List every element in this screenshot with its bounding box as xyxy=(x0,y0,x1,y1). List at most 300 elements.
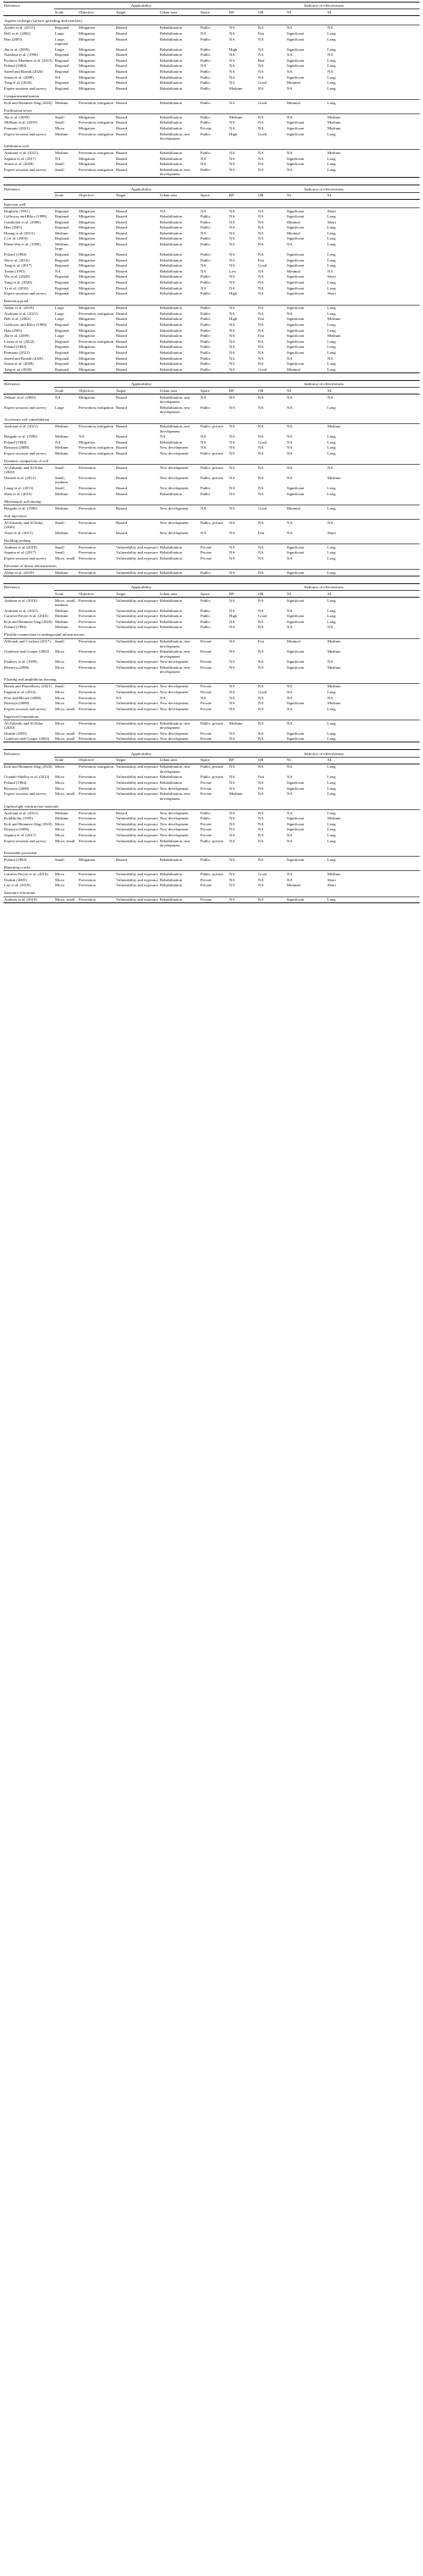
column-header: Target xyxy=(115,192,159,199)
reference-cell: Pacheco-Martínez et al. (2013) xyxy=(4,58,52,63)
column-header: RP xyxy=(228,9,257,16)
document xyxy=(3,0,420,903)
table-cell: NA xyxy=(258,311,264,316)
table-cell: Mitigation xyxy=(79,257,96,262)
table-cell: Rehabilitation, new development xyxy=(160,838,190,847)
table-cell: Regional xyxy=(55,80,69,85)
table-cell: Micro xyxy=(55,821,65,826)
table-cell: Regional xyxy=(55,361,69,367)
table-cell: Mitigation xyxy=(79,80,96,85)
table-cell: Long xyxy=(327,896,420,903)
table-cell: Vulnerability and exposure xyxy=(116,816,158,821)
effectiveness-header: Indicator of effectiveness xyxy=(228,3,420,9)
table-cell: Hazard xyxy=(116,485,128,490)
table-cell: NA xyxy=(258,280,264,285)
table-cell: NA xyxy=(258,701,264,706)
table-row xyxy=(3,120,420,126)
table-cell: Vulnerability and exposure xyxy=(116,720,158,725)
table-cell: Micro xyxy=(55,659,65,665)
table-cell: Rehabilitation, new development xyxy=(160,394,190,405)
table-cell: NA xyxy=(229,219,235,224)
table-cell: Long xyxy=(327,731,336,736)
table-cell: NA xyxy=(327,69,333,74)
column-header: OR xyxy=(257,388,286,394)
table-row xyxy=(3,555,420,561)
section-heading-row xyxy=(3,848,420,857)
table-cell: Hazard xyxy=(116,323,128,327)
table-cell: Public xyxy=(201,58,211,63)
table-cell: NA xyxy=(201,439,206,444)
table-cell: NA xyxy=(327,25,333,30)
table-cell: NA xyxy=(287,775,293,780)
table-cell: NA xyxy=(258,475,264,480)
table-cell: Small xyxy=(55,120,64,125)
table-row xyxy=(3,706,420,712)
table-cell: Medium xyxy=(55,816,69,821)
table-cell: Hazard xyxy=(116,63,128,69)
section-heading-row xyxy=(3,561,420,570)
table-cell: Medium xyxy=(327,871,341,876)
table-cell: Significant xyxy=(287,214,305,219)
table-cell: NA xyxy=(229,665,235,670)
table-cell: Public xyxy=(201,120,211,125)
table-cell: Mitigation xyxy=(79,225,96,230)
reference-cell: Poland (1984) xyxy=(4,625,27,630)
table-cell: Short xyxy=(327,219,336,224)
table-cell: Public, private xyxy=(201,450,223,455)
table-cell: Prevention xyxy=(79,832,96,837)
table-row xyxy=(3,263,420,269)
table-cell: Hazard xyxy=(116,36,128,41)
table-cell: Significant xyxy=(287,323,305,327)
table-cell: Significant xyxy=(287,36,305,41)
table-cell: NA xyxy=(229,323,235,327)
section-title: Infiltration well xyxy=(3,141,420,150)
reference-cell: Souza et al. (2009) xyxy=(4,361,34,367)
table-cell: NA xyxy=(228,367,257,372)
table-cell: Long xyxy=(327,821,336,826)
table-row xyxy=(3,649,420,659)
table-cell: NA xyxy=(258,274,264,279)
table-cell: Regional xyxy=(55,328,69,333)
table-cell: Mitigation xyxy=(79,25,96,30)
table-cell: Fair xyxy=(258,257,265,262)
table-cell: Rehabilitation xyxy=(160,47,183,52)
table-cell: NA xyxy=(258,350,264,355)
mitigation-table xyxy=(3,2,420,178)
table-cell: New development xyxy=(159,736,200,742)
table-cell: NA xyxy=(229,810,235,815)
table-cell: Significant xyxy=(287,257,305,262)
reference-cell: Galloway and Riley (1999) xyxy=(4,323,47,327)
table-row xyxy=(3,219,420,225)
table-cell: Good xyxy=(258,505,267,510)
table-cell: NA xyxy=(287,69,293,74)
table-cell: Public xyxy=(201,225,211,230)
table-cell: NA xyxy=(229,225,235,230)
column-header: SL xyxy=(327,192,420,199)
mitigation-table xyxy=(3,583,420,743)
table-cell: Micro, small xyxy=(55,706,75,711)
table-cell: Long xyxy=(327,491,336,496)
table-row xyxy=(3,361,420,367)
table-cell: Significant xyxy=(287,345,305,350)
table-cell: Public xyxy=(201,625,211,630)
table-cell: NA xyxy=(258,520,264,525)
table-cell: Hazard xyxy=(116,810,128,815)
table-cell: Rehabilitation xyxy=(159,896,200,903)
table-cell: Minimal xyxy=(287,268,300,273)
table-cell: NA xyxy=(229,544,235,549)
table-cell: Hazard xyxy=(116,30,128,36)
table-cell: Mitigation xyxy=(79,328,96,333)
table-cell: NA xyxy=(258,706,264,711)
table-cell: Regional xyxy=(55,345,69,350)
table-cell: Hazard xyxy=(116,339,128,344)
table-cell: Prevention, mitigation xyxy=(79,764,114,769)
table-cell: Private xyxy=(201,781,212,786)
table-row xyxy=(3,871,420,877)
table-cell: Public xyxy=(201,36,211,41)
column-header: RP xyxy=(228,388,257,394)
table-cell: NA xyxy=(258,731,264,736)
reference-cell: Expert sessions and survey xyxy=(4,838,47,843)
table-cell: NA xyxy=(201,695,206,700)
table-cell: Hazard xyxy=(116,125,128,130)
table-cell: NA xyxy=(229,619,235,624)
table-cell: Public xyxy=(201,816,211,821)
table-cell: Mitigation xyxy=(79,36,96,41)
header-row-groups xyxy=(3,750,420,757)
table-cell: Small xyxy=(55,520,64,525)
table-cell: Rehabilitation xyxy=(160,311,183,316)
table-cell: Good xyxy=(258,100,267,105)
reference-cell: Akbar et al. (2019) xyxy=(4,306,34,311)
column-header: Space xyxy=(200,9,228,16)
table-cell: NA xyxy=(287,530,293,535)
table-cell: Significant xyxy=(287,821,305,826)
table-cell: NA xyxy=(229,684,235,689)
table-cell: Private xyxy=(201,731,212,736)
column-header: Scale xyxy=(54,757,78,764)
table-row xyxy=(3,439,420,445)
reference-cell: Bell et al. (2002) xyxy=(4,30,31,36)
table-cell: Rehabilitation xyxy=(160,883,183,888)
table-cell: Mitigation xyxy=(79,268,96,273)
header-row-groups xyxy=(3,185,420,192)
reference-cell: Lixiao et al. (2022) xyxy=(4,339,35,344)
table-cell: Mitigation xyxy=(79,317,96,322)
section-heading-row xyxy=(3,141,420,150)
table-cell: Regional xyxy=(54,367,78,372)
reference-header: Reference xyxy=(3,750,54,757)
table-cell: Small xyxy=(54,167,78,178)
reference-cell: Kok and Hommes-Slag (2020) xyxy=(4,821,52,826)
section-title: Repairing cracks xyxy=(3,863,420,871)
table-cell: Medium xyxy=(54,570,78,576)
table-cell: Long xyxy=(327,439,336,444)
table-cell: Micro xyxy=(55,827,65,832)
reference-cell: Andriani et al. (2021) xyxy=(4,311,38,316)
table-cell: Vulnerability and exposure xyxy=(116,786,158,791)
table-cell: Public xyxy=(201,345,211,350)
table-cell: Mitigation xyxy=(79,63,96,69)
table-cell: Long xyxy=(327,30,336,36)
table-cell: Hazard xyxy=(116,311,128,316)
table-cell: Private xyxy=(201,832,212,837)
column-header: Scale xyxy=(54,9,78,16)
table-cell: Vulnerability and exposure xyxy=(116,736,158,742)
table-cell: Hazard xyxy=(116,257,128,262)
table-cell: Public xyxy=(201,328,211,333)
table-cell: NA xyxy=(258,781,264,786)
table-cell: Hazard xyxy=(116,150,128,155)
table-cell: NA xyxy=(229,857,235,862)
table-cell: Prevention xyxy=(79,544,96,549)
table-cell: NA xyxy=(287,242,293,247)
table-cell: Rehabilitation, new development xyxy=(160,131,190,141)
table-row xyxy=(3,485,420,491)
reference-header: Reference xyxy=(3,185,54,192)
table-cell: NA xyxy=(229,827,235,832)
table-cell: Medium xyxy=(55,625,69,630)
table-cell: Private xyxy=(201,684,212,689)
table-cell: Hazard xyxy=(116,306,128,311)
table-cell: NA xyxy=(287,690,293,695)
table-cell: NA xyxy=(258,356,264,361)
table-cell: Vulnerability and exposure xyxy=(116,544,158,549)
table-cell: Rehabilitation xyxy=(160,80,183,85)
table-cell: Rehabilitation xyxy=(160,257,183,262)
table-cell: Regional xyxy=(55,257,69,262)
table-cell: Rehabilitation xyxy=(160,775,183,780)
table-cell: Mitigation xyxy=(79,230,96,235)
table-cell: NA xyxy=(229,550,235,555)
table-cell: Good xyxy=(257,367,286,372)
table-cell: Long xyxy=(327,598,336,603)
table-cell: Long xyxy=(327,225,336,230)
table-cell: Long xyxy=(327,162,336,167)
table-cell: Significant xyxy=(287,491,305,496)
table-cell: Public xyxy=(201,608,211,613)
table-cell: NA xyxy=(327,625,333,630)
table-cell: Prevention xyxy=(78,736,115,742)
table-cell: Vulnerability and exposure xyxy=(116,649,158,654)
table-cell: NA xyxy=(258,394,264,400)
table-cell: NA xyxy=(258,285,264,290)
section-heading-row xyxy=(3,296,420,305)
table-cell: Minimal xyxy=(287,505,300,510)
table-cell: Significant xyxy=(287,306,305,311)
table-cell: Rehabilitation xyxy=(160,361,183,367)
table-cell: Long xyxy=(327,838,336,843)
table-cell: NA xyxy=(201,156,206,161)
table-cell: Large xyxy=(55,311,64,316)
table-cell: NA xyxy=(229,816,235,821)
table-cell: Private xyxy=(201,555,212,560)
table-row xyxy=(3,877,420,883)
table-cell: Regional xyxy=(55,350,69,355)
table-cell: Public xyxy=(201,311,211,316)
table-cell: NA xyxy=(258,877,264,882)
table-cell: Significant xyxy=(287,544,305,549)
table-row xyxy=(3,150,420,156)
table-cell: New development xyxy=(160,731,189,736)
table-cell: NA xyxy=(287,25,293,30)
table-cell: Significant xyxy=(287,30,305,36)
table-cell: Hazard xyxy=(116,475,128,480)
table-cell: High xyxy=(229,317,238,322)
table-cell: NA xyxy=(258,52,264,58)
table-cell: Long xyxy=(327,505,336,510)
table-cell: NA xyxy=(201,30,206,36)
table-cell: Small xyxy=(55,684,64,689)
table-cell: Mitigation xyxy=(79,345,96,350)
table-row xyxy=(3,434,420,440)
table-row xyxy=(3,241,420,251)
reference-cell: Liang et al. (2013) xyxy=(4,485,34,490)
table-cell: NA xyxy=(258,236,264,241)
table-cell: Rehabilitation xyxy=(160,544,183,549)
table-cell: Mitigation xyxy=(79,85,96,91)
table-cell: NA xyxy=(327,52,333,58)
table-cell: NA xyxy=(327,268,333,273)
table-cell: Medium xyxy=(327,701,341,706)
table-cell: Micro, small xyxy=(54,736,78,742)
column-header: Urban area xyxy=(159,9,200,16)
table-cell: Medium xyxy=(55,505,69,510)
table-cell: Micro xyxy=(55,871,65,876)
table-cell: Medium xyxy=(327,125,341,130)
table-cell: Rehabilitation, new development xyxy=(160,665,190,675)
table-cell: NA xyxy=(229,125,235,130)
table-row xyxy=(3,775,420,781)
table-cell: NA xyxy=(287,450,293,455)
table-cell: Significant xyxy=(287,550,305,555)
table-cell: Hazard xyxy=(116,356,128,361)
table-cell: Rehabilitation xyxy=(160,230,183,235)
table-cell: Prevention xyxy=(79,550,96,555)
table-cell: Medium xyxy=(55,150,69,155)
table-row xyxy=(3,659,420,665)
table-cell: Prevention xyxy=(79,491,96,496)
reference-cell: Rözsnya (2008) xyxy=(4,445,30,450)
table-cell: Prevention xyxy=(79,475,96,480)
table-cell: Vulnerability and exposure xyxy=(116,598,158,603)
table-cell: NA xyxy=(229,25,235,30)
reference-cell: Expert sessions and survey xyxy=(4,131,47,136)
header-row-columns xyxy=(3,192,420,199)
table-cell: Minimal xyxy=(286,367,327,372)
table-cell: Rehabilitation xyxy=(160,74,183,80)
table-cell: Mitigation xyxy=(79,219,96,224)
table-cell: Regional xyxy=(55,323,69,327)
reference-cell: Shi et al. (2016) xyxy=(4,257,30,262)
section-heading-row xyxy=(3,863,420,871)
table-row xyxy=(3,405,420,415)
table-cell: NA xyxy=(258,684,264,689)
table-cell: Rehabilitation xyxy=(160,274,183,279)
table-cell: Micro xyxy=(55,781,65,786)
table-row xyxy=(3,780,420,786)
table-row xyxy=(3,608,420,614)
table-cell: Significant xyxy=(287,485,305,490)
table-cell: Mitigation xyxy=(79,280,96,285)
reference-cell: Bergado et al. (1990) xyxy=(4,505,37,510)
table-cell: High xyxy=(229,131,238,136)
table-cell: NA xyxy=(258,156,264,161)
table-cell: Rehabilitation xyxy=(160,550,183,555)
table-cell: NA xyxy=(201,285,206,290)
table-cell: NA xyxy=(229,30,235,36)
section-heading-row xyxy=(3,511,420,520)
table-cell: NA xyxy=(201,208,206,213)
table-row xyxy=(3,69,420,74)
table-cell: Private xyxy=(201,827,212,832)
reference-cell: Jha et al. (2009) xyxy=(4,114,30,119)
table-cell: NA xyxy=(287,465,293,470)
table-cell: NA xyxy=(258,838,264,843)
table-cell: NA xyxy=(229,877,235,882)
table-cell: NA xyxy=(258,268,264,273)
section-heading-row xyxy=(3,16,420,25)
table-row xyxy=(3,832,420,838)
table-cell: NA xyxy=(258,450,264,455)
table-cell: Micro xyxy=(55,695,65,700)
header-row-groups xyxy=(3,380,420,387)
reference-cell: Andriani et al. (2021) xyxy=(4,150,38,155)
table-cell: Public xyxy=(201,598,211,603)
table-cell: NA xyxy=(229,781,235,786)
table-cell: NA xyxy=(287,877,293,882)
table-cell: Micro, small xyxy=(55,555,75,560)
table-cell: Small xyxy=(55,465,64,470)
table-cell: Prevention xyxy=(79,619,96,624)
table-cell: New development xyxy=(160,832,189,837)
table-cell: NA xyxy=(258,208,264,213)
table-cell: Rehabilitation, new development xyxy=(160,639,190,648)
table-cell: Public xyxy=(201,339,211,344)
table-row xyxy=(3,356,420,361)
table-cell: Rehabilitation xyxy=(160,619,183,624)
table-cell: NA xyxy=(287,695,293,700)
table-cell: Regional xyxy=(55,63,69,69)
table-cell: Rehabilitation xyxy=(160,214,183,219)
reference-cell: Jha et al. (2009) xyxy=(4,47,30,52)
table-cell: NA xyxy=(327,394,333,400)
table-cell: NA xyxy=(257,167,286,178)
table-cell: Vulnerability and exposure xyxy=(116,731,158,736)
table-cell: Public xyxy=(201,317,211,322)
table-cell: Long xyxy=(327,810,336,815)
table-cell: Rehabilitation, new development xyxy=(160,792,190,801)
table-cell: Bad xyxy=(258,58,265,63)
table-cell: NA xyxy=(229,100,235,105)
reference-cell: Andriani et al. (2021) xyxy=(4,608,38,613)
table-cell: Rehabilitation xyxy=(160,555,183,560)
table-cell: NA xyxy=(229,649,235,654)
table-row xyxy=(3,764,420,775)
table-cell: Hazard xyxy=(116,361,128,367)
effectiveness-header: Indicator of effectiveness xyxy=(228,750,420,757)
table-cell: NA xyxy=(229,505,235,510)
table-cell: NA xyxy=(229,475,235,480)
table-cell: Significant xyxy=(287,786,305,791)
table-cell: Hazard xyxy=(116,424,128,429)
table-row xyxy=(3,598,420,609)
reference-cell: Alfieriek and Cordova (2017) xyxy=(4,639,51,644)
table-cell: Long xyxy=(327,36,336,41)
